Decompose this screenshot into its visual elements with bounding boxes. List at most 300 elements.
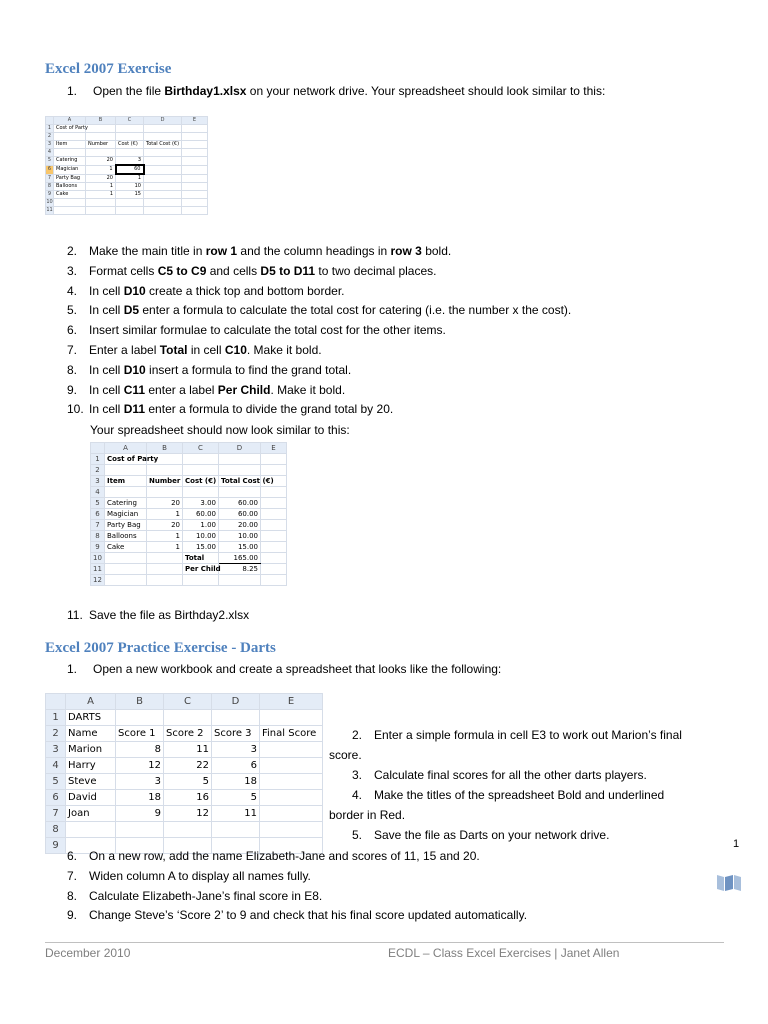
step-text: Enter a simple formula in cell E3 to work out Marion’s final bbox=[374, 728, 682, 742]
cell-e12 bbox=[261, 575, 287, 586]
row-header: 7 bbox=[46, 174, 54, 183]
step-item bbox=[67, 383, 345, 397]
step-text-pre: Open the file bbox=[93, 84, 165, 98]
footer-date: December 2010 bbox=[45, 946, 131, 960]
cell-e2 bbox=[182, 133, 208, 141]
cell-d3: Total Cost (€) bbox=[219, 476, 261, 487]
cell-d9 bbox=[144, 191, 182, 199]
sheet-row bbox=[91, 575, 287, 586]
cell-b3: Number bbox=[86, 141, 116, 149]
cell-d1 bbox=[219, 454, 261, 465]
cell-d10 bbox=[144, 199, 182, 207]
column-header-a: A bbox=[66, 694, 116, 710]
column-header-a: A bbox=[54, 117, 86, 125]
cell-e8 bbox=[182, 183, 208, 191]
cell-c8: 10.00 bbox=[183, 531, 219, 542]
cell-d10: 165.00 bbox=[219, 553, 261, 564]
step-text: Widen column A to display all names fully. bbox=[89, 868, 311, 883]
cell-b4 bbox=[86, 149, 116, 157]
step-text: enter a formula to calculate the total cost for catering (i.e. the number x the cost). bbox=[139, 303, 572, 318]
cell-b1 bbox=[116, 710, 164, 726]
cell-a1: DARTS bbox=[66, 710, 116, 726]
step-text: and the column headings in bbox=[237, 244, 391, 258]
sheet-row bbox=[91, 454, 287, 465]
darts-step bbox=[67, 849, 480, 863]
step-number: 9. bbox=[67, 382, 78, 397]
cell-c4 bbox=[183, 487, 219, 498]
sheet-row bbox=[46, 742, 323, 758]
sheet-row bbox=[46, 806, 323, 822]
cell-b5: 20 bbox=[86, 157, 116, 166]
step-bold-ref: row 1 bbox=[205, 244, 238, 258]
step-bold-ref: D10 bbox=[123, 362, 146, 377]
step-text: enter a formula to divide the grand total by 20. bbox=[145, 402, 394, 417]
step-item bbox=[67, 363, 351, 377]
cell-b9: 1 bbox=[86, 191, 116, 199]
footer-title: ECDL – Class Excel Exercises | Janet Allen bbox=[388, 946, 620, 960]
cell-c1 bbox=[164, 710, 212, 726]
column-header-e: E bbox=[261, 443, 287, 454]
column-header-c: C bbox=[183, 443, 219, 454]
sheet-row bbox=[91, 509, 287, 520]
sheet-row bbox=[46, 149, 208, 157]
cell-a8: Balloons bbox=[105, 531, 147, 542]
sheet-row bbox=[91, 542, 287, 553]
cell-b8 bbox=[116, 822, 164, 838]
cell-d5: 60.00 bbox=[219, 498, 261, 509]
cell-e4 bbox=[260, 758, 323, 774]
step-text: Make the main title in bbox=[89, 244, 206, 258]
step-number: 2. bbox=[352, 728, 363, 742]
step-bold-ref: C5 to C9 bbox=[157, 263, 207, 278]
step-text: Calculate Elizabeth-Jane’s final score in E8. bbox=[89, 888, 323, 903]
step-bold-ref: D11 bbox=[123, 402, 146, 417]
cell-c10 bbox=[116, 199, 144, 207]
cell-e8 bbox=[261, 531, 287, 542]
cell-d8 bbox=[212, 822, 260, 838]
cell-c3: Cost (€) bbox=[183, 476, 219, 487]
row-header: 6 bbox=[46, 790, 66, 806]
cell-d3: 3 bbox=[212, 742, 260, 758]
row-header: 2 bbox=[46, 133, 54, 141]
step-filename: Birthday1.xlsx bbox=[164, 84, 247, 98]
row-header: 10 bbox=[91, 553, 105, 564]
step-number: 8. bbox=[67, 362, 78, 377]
sheet-row bbox=[46, 199, 208, 207]
step-bold-ref: row 3 bbox=[390, 244, 422, 258]
step-text: In cell bbox=[89, 382, 124, 397]
step-item bbox=[67, 323, 446, 337]
step-text: Format cells bbox=[89, 263, 158, 278]
cell-b10 bbox=[86, 199, 116, 207]
cell-d4: 6 bbox=[212, 758, 260, 774]
sheet-row bbox=[91, 553, 287, 564]
section-title-darts: Excel 2007 Practice Exercise - Darts bbox=[45, 640, 276, 656]
row-header: 11 bbox=[46, 207, 53, 213]
column-header-row bbox=[46, 117, 208, 125]
step-text: in cell bbox=[187, 343, 225, 357]
cell-c10: Total bbox=[183, 553, 219, 564]
step-number: 1. bbox=[67, 662, 78, 676]
cell-a2 bbox=[54, 133, 86, 141]
cell-e5 bbox=[261, 498, 287, 509]
darts-side-step-continued: score. bbox=[329, 748, 362, 762]
column-header-d: D bbox=[219, 443, 261, 454]
row-header: 2 bbox=[91, 465, 105, 476]
row-header: 1 bbox=[91, 454, 105, 465]
cell-b3: Number bbox=[147, 476, 183, 487]
row-header: 7 bbox=[91, 520, 105, 531]
cell-b3: 8 bbox=[116, 742, 164, 758]
row-header: 3 bbox=[46, 141, 54, 149]
cell-b5: 20 bbox=[147, 498, 183, 509]
step-bold-ref: Total bbox=[159, 343, 188, 357]
cell-a4: Harry bbox=[66, 758, 116, 774]
sheet-row bbox=[46, 758, 323, 774]
step-number: 10. bbox=[67, 402, 84, 417]
cell-e7 bbox=[261, 520, 287, 531]
cell-a4 bbox=[54, 149, 86, 157]
cell-d11 bbox=[144, 207, 182, 215]
cell-a3: Item bbox=[54, 141, 86, 149]
select-all-corner bbox=[91, 443, 105, 454]
cell-a5: Steve bbox=[66, 774, 116, 790]
cell-d6: 60.00 bbox=[219, 509, 261, 520]
cell-e10 bbox=[261, 553, 287, 564]
row-header: 6 bbox=[46, 165, 54, 174]
step-number: 7. bbox=[67, 868, 78, 883]
step-text: insert a formula to find the grand total. bbox=[145, 362, 352, 377]
row-header: 2 bbox=[46, 726, 66, 742]
cell-b7: 20 bbox=[147, 520, 183, 531]
cell-a5: Catering bbox=[54, 157, 86, 166]
cell-d6 bbox=[144, 165, 182, 174]
step-bold-ref: C10 bbox=[224, 343, 247, 357]
cell-b2 bbox=[86, 133, 116, 141]
cell-d2: Score 3 bbox=[212, 726, 260, 742]
step-text: Calculate final scores for all the other darts players. bbox=[374, 768, 647, 782]
step-number: 3. bbox=[352, 768, 363, 782]
darts-side-step-continued: border in Red. bbox=[329, 808, 406, 822]
cell-a1: Cost of Party bbox=[54, 125, 86, 133]
cell-c7: 12 bbox=[164, 806, 212, 822]
darts-step bbox=[67, 908, 527, 922]
sheet-row bbox=[46, 133, 208, 141]
step-bold-ref: C11 bbox=[123, 382, 146, 397]
cell-d6: 5 bbox=[212, 790, 260, 806]
darts-side-step bbox=[352, 728, 682, 742]
cell-e1 bbox=[260, 710, 323, 726]
sheet-row bbox=[46, 207, 208, 215]
sheet-row bbox=[46, 726, 323, 742]
cell-e4 bbox=[261, 487, 287, 498]
cell-c3: Cost (€) bbox=[116, 141, 144, 149]
cell-c6: 16 bbox=[164, 790, 212, 806]
darts-side-step bbox=[352, 788, 664, 802]
column-header-a: A bbox=[105, 443, 147, 454]
row-header: 6 bbox=[91, 509, 105, 520]
column-header-row bbox=[46, 694, 323, 710]
cell-b11 bbox=[86, 207, 116, 215]
cell-d5: 18 bbox=[212, 774, 260, 790]
row-header: 7 bbox=[46, 806, 66, 822]
cell-a9: Cake bbox=[105, 542, 147, 553]
cell-c1 bbox=[116, 125, 144, 133]
step-number: 5. bbox=[67, 303, 78, 318]
cell-d3: Total Cost (€) bbox=[144, 141, 182, 149]
cell-d5 bbox=[144, 157, 182, 166]
cell-b10 bbox=[147, 553, 183, 564]
darts-side-step bbox=[352, 768, 647, 782]
sheet-row bbox=[46, 774, 323, 790]
cell-a5: Catering bbox=[105, 498, 147, 509]
step-bold-ref: Per Child bbox=[217, 382, 271, 397]
cell-c6: 60 bbox=[116, 165, 144, 174]
column-header-b: B bbox=[86, 117, 116, 125]
row-header: 3 bbox=[46, 742, 66, 758]
step-item bbox=[67, 303, 571, 317]
footer-divider bbox=[45, 942, 724, 943]
cell-a7: Party Bag bbox=[105, 520, 147, 531]
step-text: In cell bbox=[89, 402, 124, 417]
cell-b8: 1 bbox=[147, 531, 183, 542]
cell-c4: 22 bbox=[164, 758, 212, 774]
step-text: In cell bbox=[89, 362, 124, 377]
cell-b2 bbox=[147, 465, 183, 476]
cell-a6: Magician bbox=[54, 165, 86, 174]
column-header-b: B bbox=[116, 694, 164, 710]
cell-a11 bbox=[105, 564, 147, 575]
sheet-row bbox=[91, 476, 287, 487]
cell-c3: 11 bbox=[164, 742, 212, 758]
cell-a7: Joan bbox=[66, 806, 116, 822]
sheet-row bbox=[46, 141, 208, 149]
cell-e4 bbox=[182, 149, 208, 157]
cell-a10 bbox=[105, 553, 147, 564]
sheet-row bbox=[46, 174, 208, 183]
cell-d4 bbox=[219, 487, 261, 498]
cell-d8: 10.00 bbox=[219, 531, 261, 542]
column-header-d: D bbox=[144, 117, 182, 125]
row-header: 1 bbox=[46, 710, 66, 726]
column-header-row bbox=[91, 443, 287, 454]
cell-a1: Cost of Party bbox=[105, 454, 147, 465]
spreadsheet-birthday2 bbox=[90, 442, 287, 586]
select-all-corner bbox=[46, 117, 54, 125]
cell-e10 bbox=[182, 199, 208, 207]
cell-d9: 15.00 bbox=[219, 542, 261, 553]
step-item bbox=[67, 402, 393, 416]
cell-b2: Score 1 bbox=[116, 726, 164, 742]
darts-step-1 bbox=[67, 662, 501, 676]
sheet-row bbox=[91, 531, 287, 542]
cell-b5: 3 bbox=[116, 774, 164, 790]
step-number: 8. bbox=[67, 888, 78, 903]
page-number: 1 bbox=[733, 838, 740, 850]
select-all-corner bbox=[46, 694, 66, 710]
step-text: create a thick top and bottom border. bbox=[145, 283, 345, 298]
cell-e6 bbox=[260, 790, 323, 806]
step-text: Open a new workbook and create a spreadsheet that looks like the following: bbox=[93, 662, 502, 676]
step-number: 11. bbox=[67, 608, 83, 622]
step-text-post: on your network drive. Your spreadsheet should look similar to this: bbox=[246, 84, 606, 98]
row-header: 11 bbox=[91, 564, 105, 575]
cell-e5 bbox=[182, 157, 208, 166]
cell-c6: 60.00 bbox=[183, 509, 219, 520]
darts-step bbox=[67, 889, 322, 903]
cell-c4 bbox=[116, 149, 144, 157]
step-text: . Make it bold. bbox=[246, 343, 322, 357]
cell-c1 bbox=[183, 454, 219, 465]
cell-a6: Magician bbox=[105, 509, 147, 520]
cell-c5: 3.00 bbox=[183, 498, 219, 509]
cell-c8: 10 bbox=[116, 183, 144, 191]
row-header: 8 bbox=[46, 183, 54, 191]
column-header-d: D bbox=[212, 694, 260, 710]
step-text: In cell bbox=[89, 303, 124, 318]
cell-b7: 9 bbox=[116, 806, 164, 822]
step-1-open-file bbox=[67, 84, 605, 98]
cell-e2 bbox=[261, 465, 287, 476]
row-header: 8 bbox=[91, 531, 105, 542]
cell-e2: Final Score bbox=[260, 726, 323, 742]
step-text: to two decimal places. bbox=[315, 263, 437, 278]
sheet-row bbox=[46, 125, 208, 133]
cell-a7: Party Bag bbox=[54, 174, 86, 183]
sheet-row bbox=[91, 487, 287, 498]
cell-a11 bbox=[54, 207, 86, 215]
sheet-row bbox=[46, 191, 208, 199]
step-number: 9. bbox=[67, 908, 78, 923]
step-item bbox=[67, 264, 436, 278]
cell-b11 bbox=[147, 564, 183, 575]
column-header-c: C bbox=[116, 117, 144, 125]
step-11-save bbox=[67, 608, 249, 622]
step-text: On a new row, add the name Elizabeth-Jane and scores of 11, 15 and 20. bbox=[89, 849, 480, 863]
cell-c9: 15.00 bbox=[183, 542, 219, 553]
cell-a3: Item bbox=[105, 476, 147, 487]
cell-d2 bbox=[219, 465, 261, 476]
step-text: and cells bbox=[206, 263, 261, 278]
step-text: Save the file as Birthday2.xlsx bbox=[89, 608, 250, 622]
cell-c11 bbox=[116, 207, 144, 215]
cell-b6: 1 bbox=[147, 509, 183, 520]
cell-e11 bbox=[182, 207, 208, 215]
step-bold-ref: D5 bbox=[123, 303, 140, 318]
darts-side-step bbox=[352, 828, 609, 842]
sheet-row bbox=[46, 157, 208, 166]
column-header-b: B bbox=[147, 443, 183, 454]
spreadsheet-birthday1 bbox=[45, 116, 208, 215]
cell-e3 bbox=[182, 141, 208, 149]
cell-a3: Marion bbox=[66, 742, 116, 758]
cell-e5 bbox=[260, 774, 323, 790]
cell-e9 bbox=[261, 542, 287, 553]
cell-a2 bbox=[105, 465, 147, 476]
row-header: 5 bbox=[91, 498, 105, 509]
cell-c11: Per Child bbox=[183, 564, 219, 575]
cell-d2 bbox=[144, 133, 182, 141]
step-number: 4. bbox=[352, 788, 363, 802]
cell-d7 bbox=[144, 174, 182, 183]
step-number: 5. bbox=[352, 828, 363, 842]
sheet-row bbox=[46, 183, 208, 191]
cell-c8 bbox=[164, 822, 212, 838]
document-logo-icon bbox=[716, 872, 742, 894]
step-text: Enter a label bbox=[89, 343, 160, 357]
sheet-row bbox=[46, 165, 208, 174]
row-header: 12 bbox=[91, 575, 105, 586]
cell-b9: 1 bbox=[147, 542, 183, 553]
step-number: 7. bbox=[67, 343, 78, 357]
cell-c12 bbox=[183, 575, 219, 586]
step-text: bold. bbox=[421, 244, 452, 258]
cell-e7 bbox=[182, 174, 208, 183]
sheet-row bbox=[46, 790, 323, 806]
column-header-c: C bbox=[164, 694, 212, 710]
cell-d4 bbox=[144, 149, 182, 157]
cell-c5: 3 bbox=[116, 157, 144, 166]
darts-step bbox=[67, 869, 311, 883]
cell-d11: 8.25 bbox=[219, 564, 261, 575]
cell-a2: Name bbox=[66, 726, 116, 742]
cell-d7: 20.00 bbox=[219, 520, 261, 531]
cell-b1 bbox=[86, 125, 116, 133]
column-header-e: E bbox=[182, 117, 208, 125]
column-header-e: E bbox=[260, 694, 323, 710]
cell-b12 bbox=[147, 575, 183, 586]
cell-a4 bbox=[105, 487, 147, 498]
note-now-look: Your spreadsheet should now look similar to this: bbox=[90, 423, 350, 437]
cell-b6: 18 bbox=[116, 790, 164, 806]
cell-d7: 11 bbox=[212, 806, 260, 822]
sheet-row bbox=[46, 710, 323, 726]
step-text: In cell bbox=[89, 283, 124, 298]
cell-e11 bbox=[261, 564, 287, 575]
cell-c9: 15 bbox=[116, 191, 144, 199]
cell-c2: Score 2 bbox=[164, 726, 212, 742]
cell-e6 bbox=[182, 165, 208, 174]
step-text: Make the titles of the spreadsheet Bold and underlined bbox=[374, 788, 665, 802]
cell-e8 bbox=[260, 822, 323, 838]
cell-d8 bbox=[144, 183, 182, 191]
step-text: enter a label bbox=[145, 382, 218, 397]
cell-b8: 1 bbox=[86, 183, 116, 191]
cell-e1 bbox=[182, 125, 208, 133]
cell-a9: Cake bbox=[54, 191, 86, 199]
row-header: 9 bbox=[91, 542, 105, 553]
row-header: 9 bbox=[46, 838, 66, 854]
step-item bbox=[67, 284, 345, 298]
cell-b6: 1 bbox=[86, 165, 116, 174]
cell-d12 bbox=[219, 575, 261, 586]
step-bold-ref: D10 bbox=[123, 283, 146, 298]
cell-e7 bbox=[260, 806, 323, 822]
step-text: . Make it bold. bbox=[270, 382, 346, 397]
cell-b7: 20 bbox=[86, 174, 116, 183]
cell-d1 bbox=[212, 710, 260, 726]
sheet-row bbox=[91, 465, 287, 476]
cell-e9 bbox=[182, 191, 208, 199]
sheet-row bbox=[91, 520, 287, 531]
step-number: 3. bbox=[67, 263, 78, 278]
sheet-row bbox=[46, 822, 323, 838]
row-header: 4 bbox=[91, 487, 105, 498]
cell-d1 bbox=[144, 125, 182, 133]
step-number: 4. bbox=[67, 283, 78, 298]
cell-c5: 5 bbox=[164, 774, 212, 790]
spreadsheet-darts bbox=[45, 693, 323, 854]
